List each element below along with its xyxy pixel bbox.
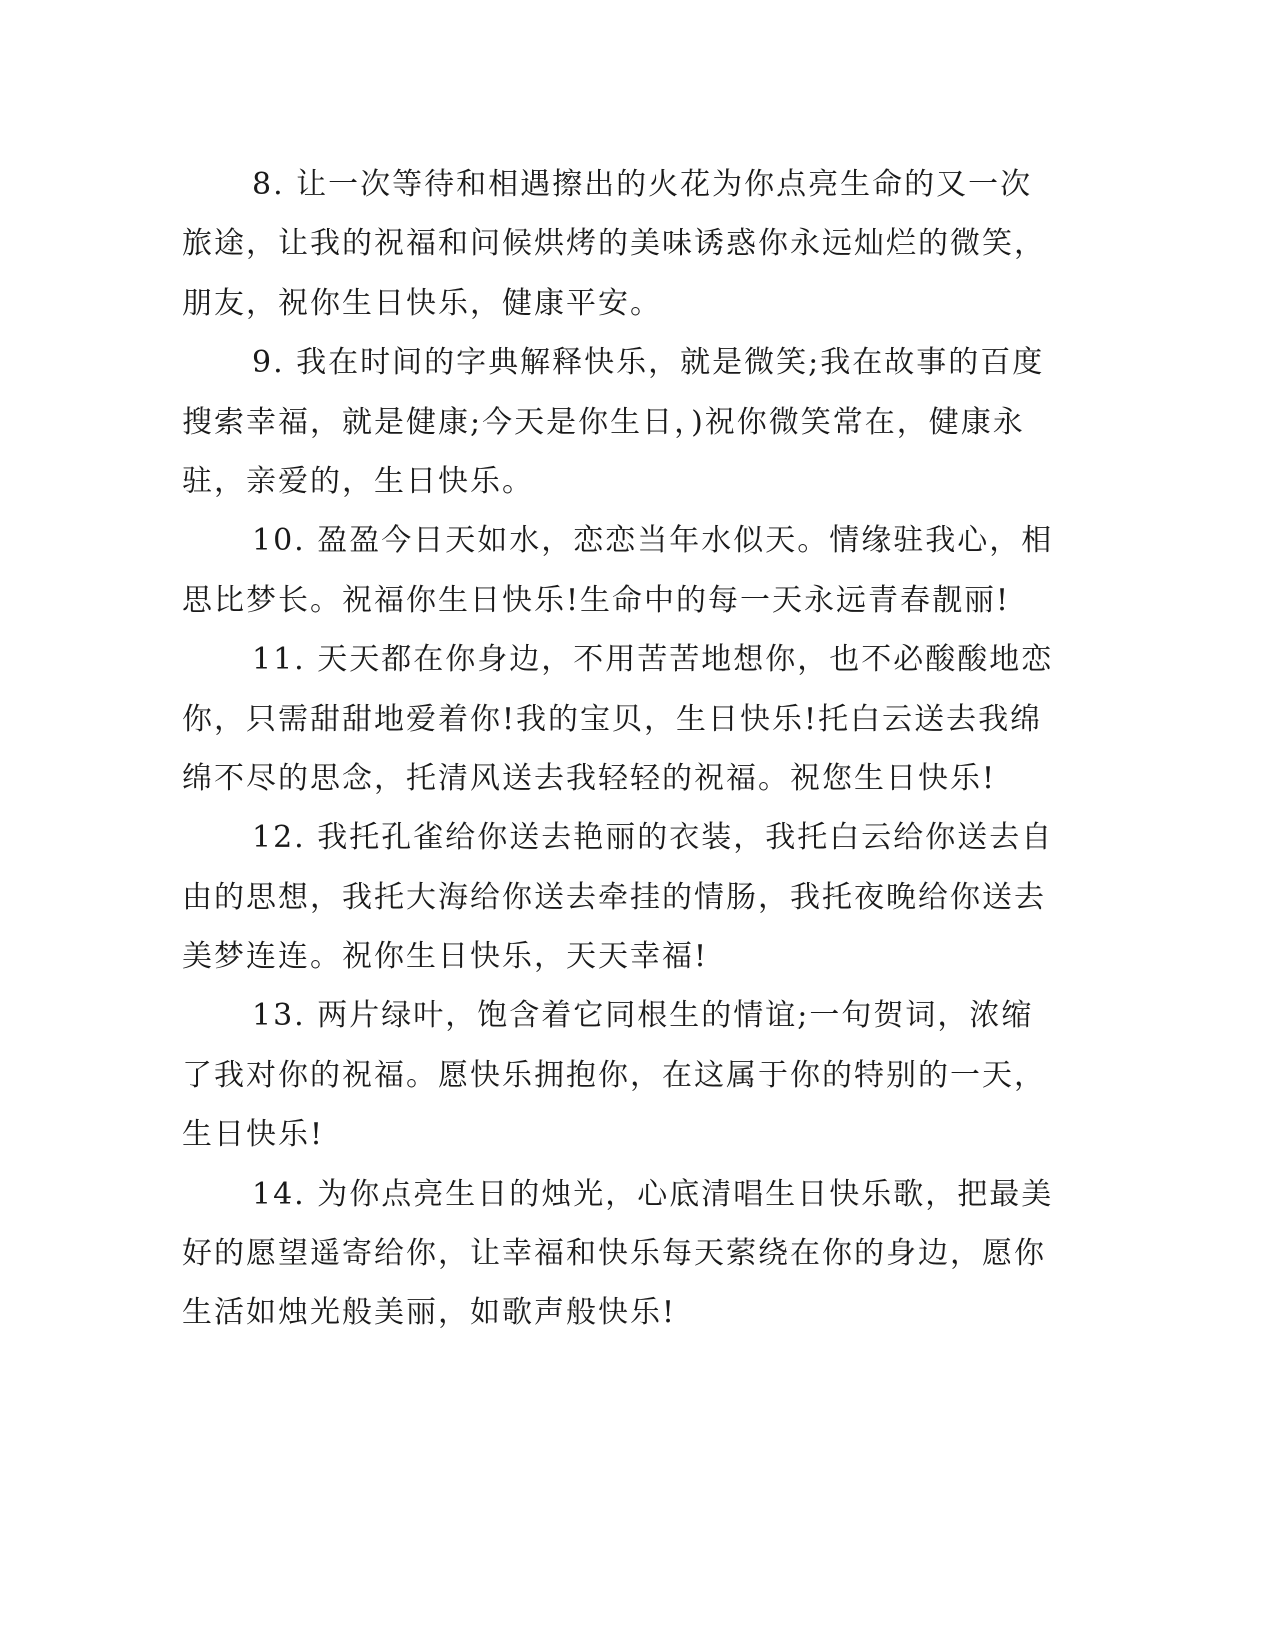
paragraph-12 (182, 808, 1054, 986)
text-line: 生活如烛光般美丽，如歌声般快乐! (182, 1295, 677, 1331)
paragraph-10 (182, 511, 1054, 630)
text-line: 10. 盈盈今日天如水，恋恋当年水似天。情缘驻我心，相 (252, 523, 1054, 559)
text-line: 14. 为你点亮生日的烛光，心底清唱生日快乐歌，把最美 (252, 1176, 1054, 1212)
paragraph-13 (182, 986, 1046, 1164)
text-line: 驻，亲爱的，生日快乐。 (182, 463, 534, 499)
text-line: 生日快乐! (182, 1117, 325, 1153)
text-line: 好的愿望遥寄给你，让幸福和快乐每天萦绕在你的身边，愿你 (182, 1236, 1046, 1272)
text-line: 8. 让一次等待和相遇擦出的火花为你点亮生命的又一次 (252, 167, 1033, 202)
text-line: 搜索幸福，就是健康;今天是你生日，)祝你微笑常在，健康永 (182, 404, 1025, 440)
text-line: 了我对你的祝福。愿快乐拥抱你，在这属于你的特别的一天， (182, 1057, 1046, 1093)
text-line: 你，只需甜甜地爱着你!我的宝贝，生日快乐!托白云送去我绵 (182, 701, 1043, 737)
text-line: 绵不尽的思念，托清风送去我轻轻的祝福。祝您生日快乐! (182, 760, 997, 796)
document-body (182, 155, 1054, 1343)
paragraph-8 (182, 155, 1046, 333)
text-line: 13. 两片绿叶，饱含着它同根生的情谊;一句贺词，浓缩 (252, 998, 1034, 1034)
paragraph-14 (182, 1165, 1054, 1343)
text-line: 美梦连连。祝你生日快乐，天天幸福! (182, 939, 709, 975)
paragraph-11 (182, 630, 1054, 808)
text-line: 12. 我托孔雀给你送去艳丽的衣装，我托白云给你送去自 (252, 820, 1054, 856)
text-line: 旅途，让我的祝福和问候烘烤的美味诱惑你永远灿烂的微笑， (182, 226, 1046, 262)
text-line: 朋友，祝你生日快乐，健康平安。 (182, 285, 662, 321)
text-line: 由的思想，我托大海给你送去牵挂的情肠，我托夜晚给你送去 (182, 879, 1046, 915)
text-line: 思比梦长。祝福你生日快乐!生命中的每一天永远青春靓丽! (182, 582, 1011, 618)
text-line: 9. 我在时间的字典解释快乐，就是微笑;我在故事的百度 (252, 345, 1045, 381)
text-line: 11. 天天都在你身边，不用苦苦地想你，也不必酸酸地恋 (252, 642, 1054, 678)
paragraph-9 (182, 333, 1045, 511)
